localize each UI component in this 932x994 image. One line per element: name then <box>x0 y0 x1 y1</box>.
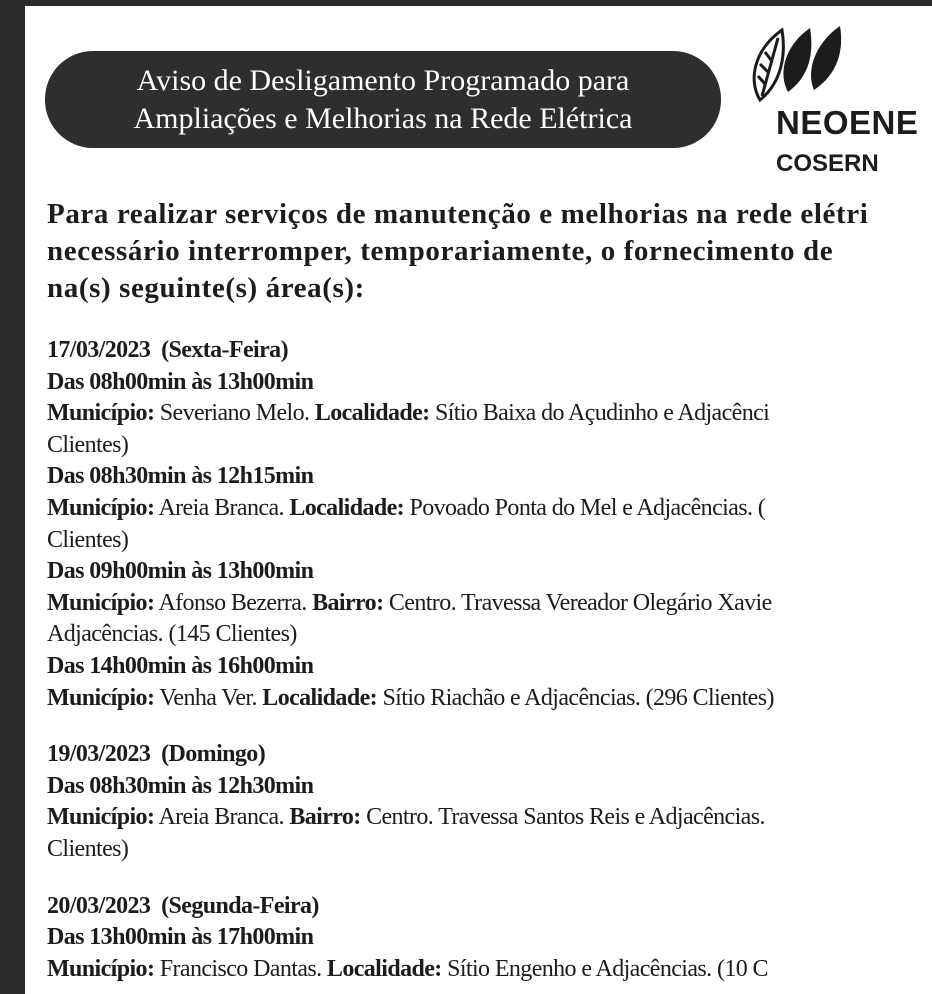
day-block <box>47 891 932 986</box>
day-weekday: (Domingo) <box>161 741 266 768</box>
day-header <box>47 335 932 367</box>
day-block <box>47 335 932 714</box>
day-date: 20/03/2023 <box>47 892 151 919</box>
municipio-value: Areia Branca. <box>158 494 284 521</box>
day-weekday: (Sexta-Feira) <box>161 337 288 363</box>
municipio-value: Francisco Dantas. <box>159 955 322 982</box>
day-header <box>47 891 932 923</box>
day-weekday: (Segunda-Feira) <box>161 892 319 919</box>
time-range: Das 09h00min às 13h00min <box>47 558 314 585</box>
frame-top-border <box>0 0 932 6</box>
location-continuation: Clientes) <box>47 526 129 553</box>
notice-title <box>45 51 721 148</box>
location-line <box>47 954 932 986</box>
locality-value: Povoado Ponta do Mel e Adjacências. ( <box>409 494 766 521</box>
schedule-list <box>47 335 932 985</box>
notice-title-line-2: Ampliações e Melhorias na Rede Elétrica <box>133 101 633 135</box>
time-range: Das 08h00min às 13h00min <box>47 368 314 395</box>
logo-brand: NEOENE <box>776 104 919 141</box>
municipio-label: Município: <box>47 589 155 616</box>
logo-subtitle: COSERN <box>776 150 879 177</box>
municipio-label: Município: <box>47 494 155 521</box>
frame-left-border <box>0 0 25 994</box>
municipio-value: Afonso Bezerra. <box>158 589 307 616</box>
locality-value: Sítio Baixa do Açudinho e Adjacênci <box>434 400 770 427</box>
municipio-value: Venha Ver. <box>159 684 257 711</box>
day-date: 17/03/2023 <box>47 337 151 363</box>
locality-label: Localidade: <box>262 684 378 711</box>
municipio-label: Município: <box>47 955 155 982</box>
municipio-label: Município: <box>47 804 155 831</box>
day-date: 19/03/2023 <box>47 741 151 768</box>
bairro-label: Bairro: <box>289 804 361 831</box>
time-range: Das 08h30min às 12h30min <box>47 772 314 799</box>
intro-line-2: necessário interromper, temporariamente, o fornecimento de <box>47 235 834 267</box>
municipio-label: Município: <box>47 400 155 427</box>
municipio-label: Município: <box>47 684 155 711</box>
time-range: Das 08h30min às 12h15min <box>47 463 314 490</box>
location-line <box>47 802 932 834</box>
bairro-value: Centro. Travessa Santos Reis e Adjacências. <box>366 804 765 831</box>
location-continuation: Clientes) <box>47 835 129 862</box>
day-header <box>47 739 932 771</box>
leaves-icon <box>748 20 848 112</box>
time-range: Das 13h00min às 17h00min <box>47 924 314 951</box>
location-line <box>47 588 932 620</box>
bairro-label: Bairro: <box>312 589 384 616</box>
section-spacer <box>47 866 932 891</box>
location-line <box>47 683 932 715</box>
location-line <box>47 493 932 525</box>
intro-paragraph <box>47 196 932 307</box>
location-line <box>47 398 932 430</box>
section-spacer <box>47 714 932 739</box>
locality-value: Sítio Engenho e Adjacências. (10 C <box>447 955 768 982</box>
locality-label: Localidade: <box>289 494 405 521</box>
location-continuation: Clientes) <box>47 431 129 458</box>
location-continuation: Adjacências. (145 Clientes) <box>47 621 297 648</box>
intro-line-3: na(s) seguinte(s) área(s): <box>47 272 365 304</box>
municipio-value: Areia Branca. <box>158 804 284 831</box>
municipio-value: Severiano Melo. <box>159 400 310 427</box>
time-range: Das 14h00min às 16h00min <box>47 652 314 679</box>
notice-title-line-1: Aviso de Desligamento Programado para <box>136 63 630 97</box>
day-block <box>47 739 932 865</box>
locality-label: Localidade: <box>314 400 430 427</box>
locality-label: Localidade: <box>326 955 442 982</box>
intro-line-1: Para realizar serviços de manutenção e melhorias na rede elétri <box>47 198 869 230</box>
locality-value: Sítio Riachão e Adjacências. (296 Clientes) <box>382 684 774 711</box>
bairro-value: Centro. Travessa Vereador Olegário Xavie <box>388 589 772 616</box>
